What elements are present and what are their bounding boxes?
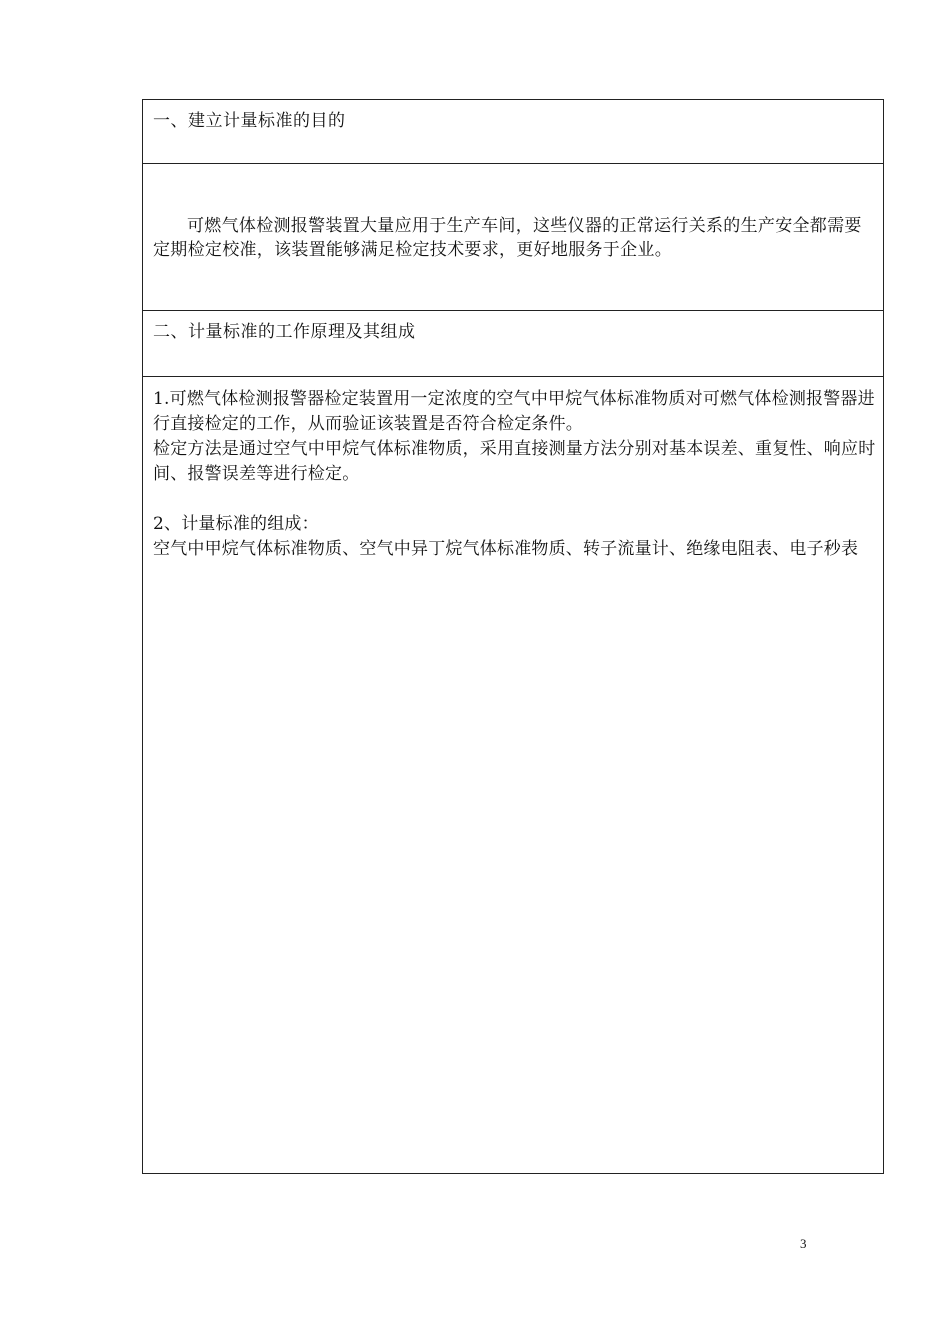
section-two-heading: 二、计量标准的工作原理及其组成 — [153, 322, 416, 342]
section-one-heading-cell — [143, 100, 883, 164]
composition-title: 2、计量标准的组成： — [153, 514, 319, 534]
section-two-content-cell — [143, 377, 883, 1173]
section-two-content — [153, 387, 877, 562]
principle-paragraph: 1.可燃气体检测报警器检定装置用一定浓度的空气中甲烷气体标准物质对可燃气体检测报警器进行直接检定的工作，从而验证该装置是否符合检定条件。 — [153, 389, 875, 434]
section-two-heading-cell — [143, 311, 883, 377]
page-number: 3 — [800, 1236, 807, 1251]
method-paragraph: 检定方法是通过空气中甲烷气体标准物质，采用直接测量方法分别对基本误差、重复性、响应时间、报警误差等进行检定。 — [153, 439, 876, 484]
composition-items: 空气中甲烷气体标准物质、空气中异丁烷气体标准物质、转子流量计、绝缘电阻表、电子秒表 — [153, 539, 859, 559]
document-table — [142, 99, 884, 1174]
section-one-content: 可燃气体检测报警装置大量应用于生产车间，这些仪器的正常运行关系的生产安全都需要定期检定校准，该装置能够满足检定技术要求，更好地服务于企业。 — [153, 216, 862, 260]
section-one-content-cell — [143, 164, 883, 311]
section-one-heading: 一、建立计量标准的目的 — [153, 111, 346, 131]
paragraph-spacer — [153, 487, 877, 512]
